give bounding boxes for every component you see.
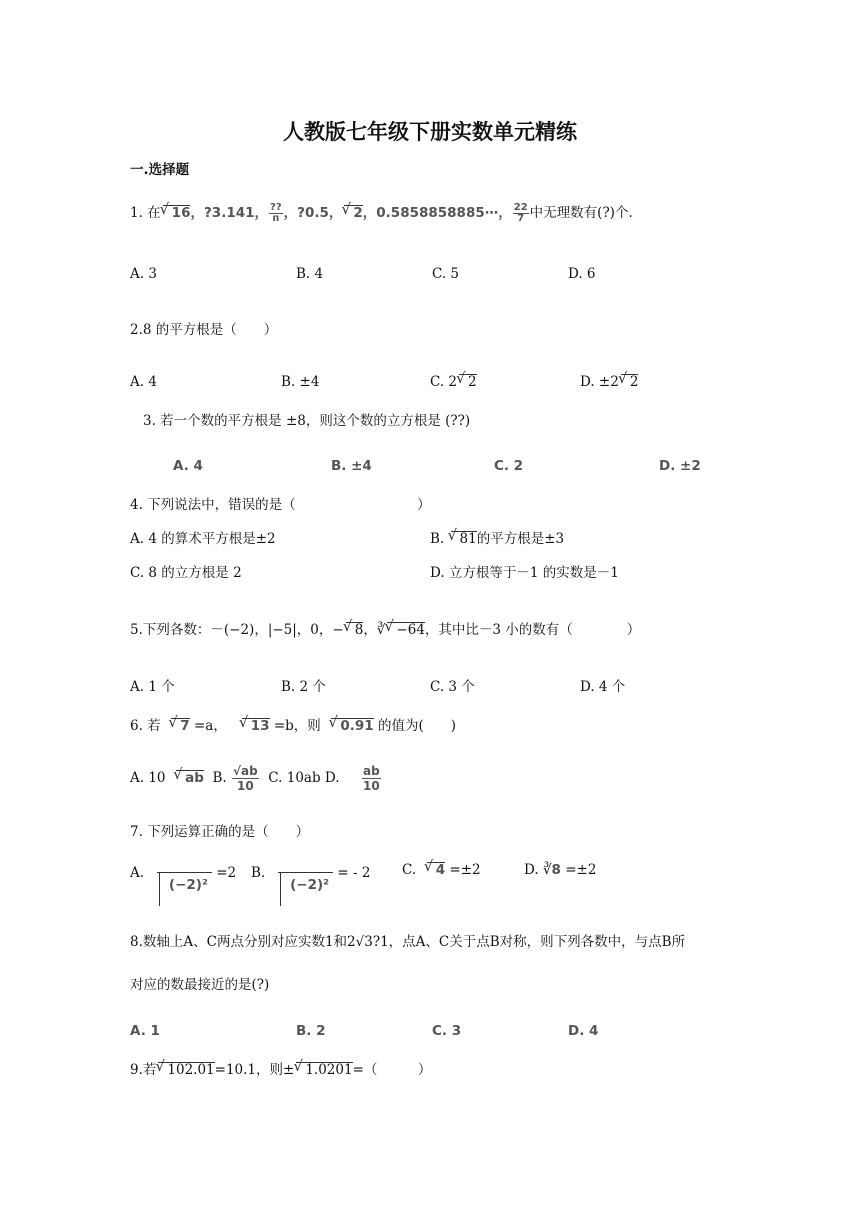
q1-items: ，?3.141，	[190, 205, 269, 221]
q3-option-a: A. 4	[173, 458, 203, 474]
q2-option-d: D. ±2√ 2	[580, 372, 638, 392]
q3-option-d: D. ±2	[659, 458, 701, 474]
q1-prefix: 1. 在	[130, 205, 161, 221]
q8-option-c: C. 3	[432, 1023, 462, 1039]
q2-option-c: C. 2√ 2	[430, 372, 477, 392]
question-3: 3. 若一个数的平方根是 ±8，则这个数的立方根是 (??)	[143, 413, 471, 429]
q8-option-b: B. 2	[296, 1023, 326, 1039]
q3-option-b: B. ±4	[331, 458, 372, 474]
q1-option-b: B. 4	[296, 266, 324, 282]
question-2: 2.8 的平方根是（ ）	[130, 322, 278, 338]
question-8-line-1: 8.数轴上A、C两点分别对应实数1和2√3?1，点A、C关于点B对称，则下列各数中，与点B所	[130, 934, 686, 950]
sqrt-16: √ 16	[163, 205, 191, 221]
page-title: 人教版七年级下册实数单元精练	[283, 120, 577, 144]
q7-option-c: C. √ 4 =±2	[402, 860, 481, 880]
q5-option-c: C. 3 个	[430, 679, 475, 695]
q5-option-b: B. 2 个	[281, 679, 326, 695]
q2-option-a: A. 4	[130, 374, 157, 390]
q5-option-d: D. 4 个	[580, 679, 626, 695]
q1-option-a: A. 3	[130, 266, 157, 282]
q4-option-d: D. 立方根等于－1 的实数是－1	[430, 565, 619, 581]
q1-option-c: C. 5	[432, 266, 460, 282]
q1-mid: ，?0.5，	[283, 205, 343, 221]
q1-option-d: D. 6	[568, 266, 596, 282]
question-7: 7. 下列运算正确的是（ ）	[130, 824, 310, 840]
q1-suffix: 中无理数有(?)个.	[529, 205, 633, 221]
q3-option-c: C. 2	[494, 458, 524, 474]
q4-option-b: B. √ 81的平方根是±3	[430, 529, 564, 549]
q2-option-b: B. ±4	[281, 374, 320, 390]
question-9: 9.若√ 102.01=10.1，则±√ 1.0201=（ ）	[130, 1060, 431, 1080]
q1-fraction: $\frac{??}{\text{ᴨ}}$	[270, 202, 282, 224]
q7-option-b: B. (−2)² = - 2	[251, 865, 371, 893]
q4-option-c: C. 8 的立方根是 2	[130, 565, 242, 581]
q7-option-d: D. ∛8 =±2	[524, 862, 597, 878]
question-5: 5.下列各数：－(−2)，|−5|，0，−√ 8，∛√ −64，其中比－3 小的数有（ ）	[130, 620, 640, 640]
q6-options: A. 10 √ ab B. $\frac{√ab}{10}$ C. 10ab D. $\frac{ab}{10}$	[130, 764, 382, 793]
section-heading: 一.选择题	[130, 162, 190, 178]
q7-option-a: A. (−2)² =2	[130, 865, 237, 893]
question-6: 6. 若 √ 7 =a， √ 13 =b，则 √ 0.91 的值为( )	[130, 716, 456, 736]
q1-decimal: ，0.5858858885⋯，	[362, 205, 512, 221]
question-4: 4. 下列说法中，错误的是（ ）	[130, 497, 431, 513]
sqrt-2: √ 2	[344, 205, 362, 221]
q4-option-a: A. 4 的算术平方根是±2	[130, 531, 276, 547]
question-8-line-2: 对应的数最接近的是(?)	[130, 977, 270, 993]
q8-option-a: A. 1	[130, 1023, 160, 1039]
q5-option-a: A. 1 个	[130, 679, 175, 695]
q1-fraction-2: $\frac{22}{7}$	[513, 202, 528, 224]
q8-option-d: D. 4	[568, 1023, 599, 1039]
question-1	[130, 203, 633, 224]
